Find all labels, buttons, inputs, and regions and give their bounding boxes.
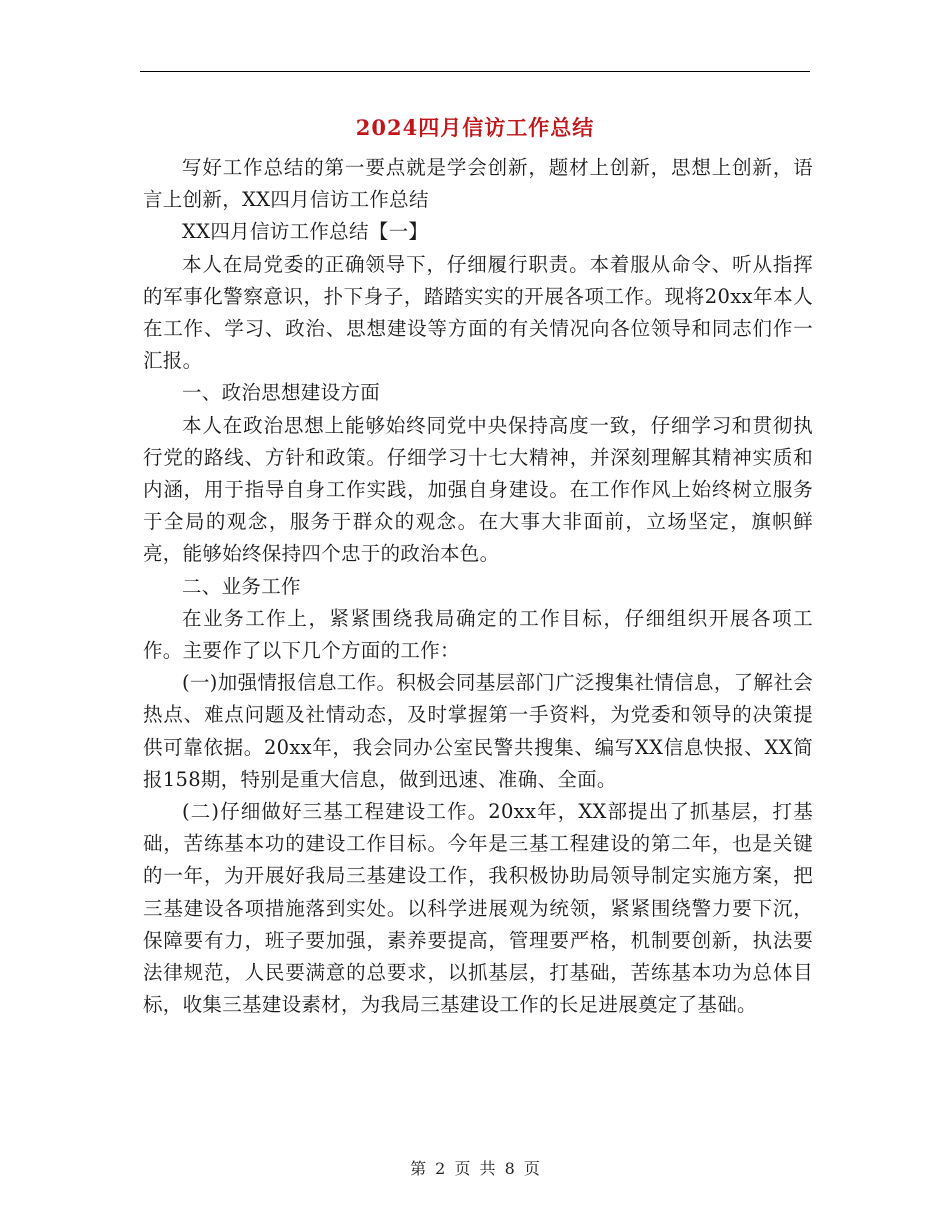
body-paragraph: 本人在局党委的正确领导下，仔细履行职责。本着服从命令、听从指挥的军事化警察意识，扑下身子，踏踏实实的开展各项工作。现将20xx年本人在工作、学习、政治、思想建设等方面的有关情况向各位领导和同志们作一汇报。 (143, 252, 813, 373)
section-heading-business: 二、业务工作 (182, 574, 301, 598)
section-subtitle: XX四月信访工作总结【一】 (182, 220, 429, 244)
body-paragraph: 在业务工作上，紧紧围绕我局确定的工作目标，仔细组织开展各项工作。主要作了以下几个方面的工作： (143, 606, 813, 663)
body-paragraph: (一)加强情报信息工作。积极会同基层部门广泛搜集社情信息，了解社会热点、难点问题及社情动态，及时掌握第一手资料，为党委和领导的决策提供可靠依据。20xx年，我会同办公室民警共搜集、编写XX信息快报、XX简报158期，特别是重大信息，做到迅速、准确、全面。 (143, 671, 813, 791)
header-rule (140, 71, 810, 72)
body-paragraph: (二)仔细做好三基工程建设工作。20xx年，XX部提出了抓基层，打基础，苦练基本功的建设工作目标。今年是三基工程建设的第二年，也是关键的一年，为开展好我局三基建设工作，我积极协助局领导制定实施方案，把三基建设各项措施落到实处。以科学进展观为统领，紧紧围绕警力要下沉，保障要有力，班子要加强，素养要提高，管理要严格，机制要创新，执法要法律规范，人民要满意的总要求，以抓基层，打基础，苦练基本功为总体目标，收集三基建设素材，为我局三基建设工作的长足进展奠定了基础。 (143, 800, 813, 1017)
section-heading-political: 一、政治思想建设方面 (182, 381, 381, 405)
intro-paragraph: 写好工作总结的第一要点就是学会创新，题材上创新，思想上创新，语言上创新，XX四月信访工作总结 (143, 156, 813, 212)
body-paragraph: 本人在政治思想上能够始终同党中央保持高度一致，仔细学习和贯彻执行党的路线、方针和政策。仔细学习十七大精神，并深刻理解其精神实质和内涵，用于指导自身工作实践，加强自身建设。在工作作风上始终树立服务于全局的观念，服务于群众的观念。在大事大非面前，立场坚定，旗帜鲜亮，能够始终保持四个忠于的政治本色。 (143, 413, 813, 566)
document-body (143, 152, 813, 1021)
page-title: 2024四月信访工作总结 (355, 115, 595, 140)
page-footer: 第 2 页 共 8 页 (410, 1159, 540, 1178)
